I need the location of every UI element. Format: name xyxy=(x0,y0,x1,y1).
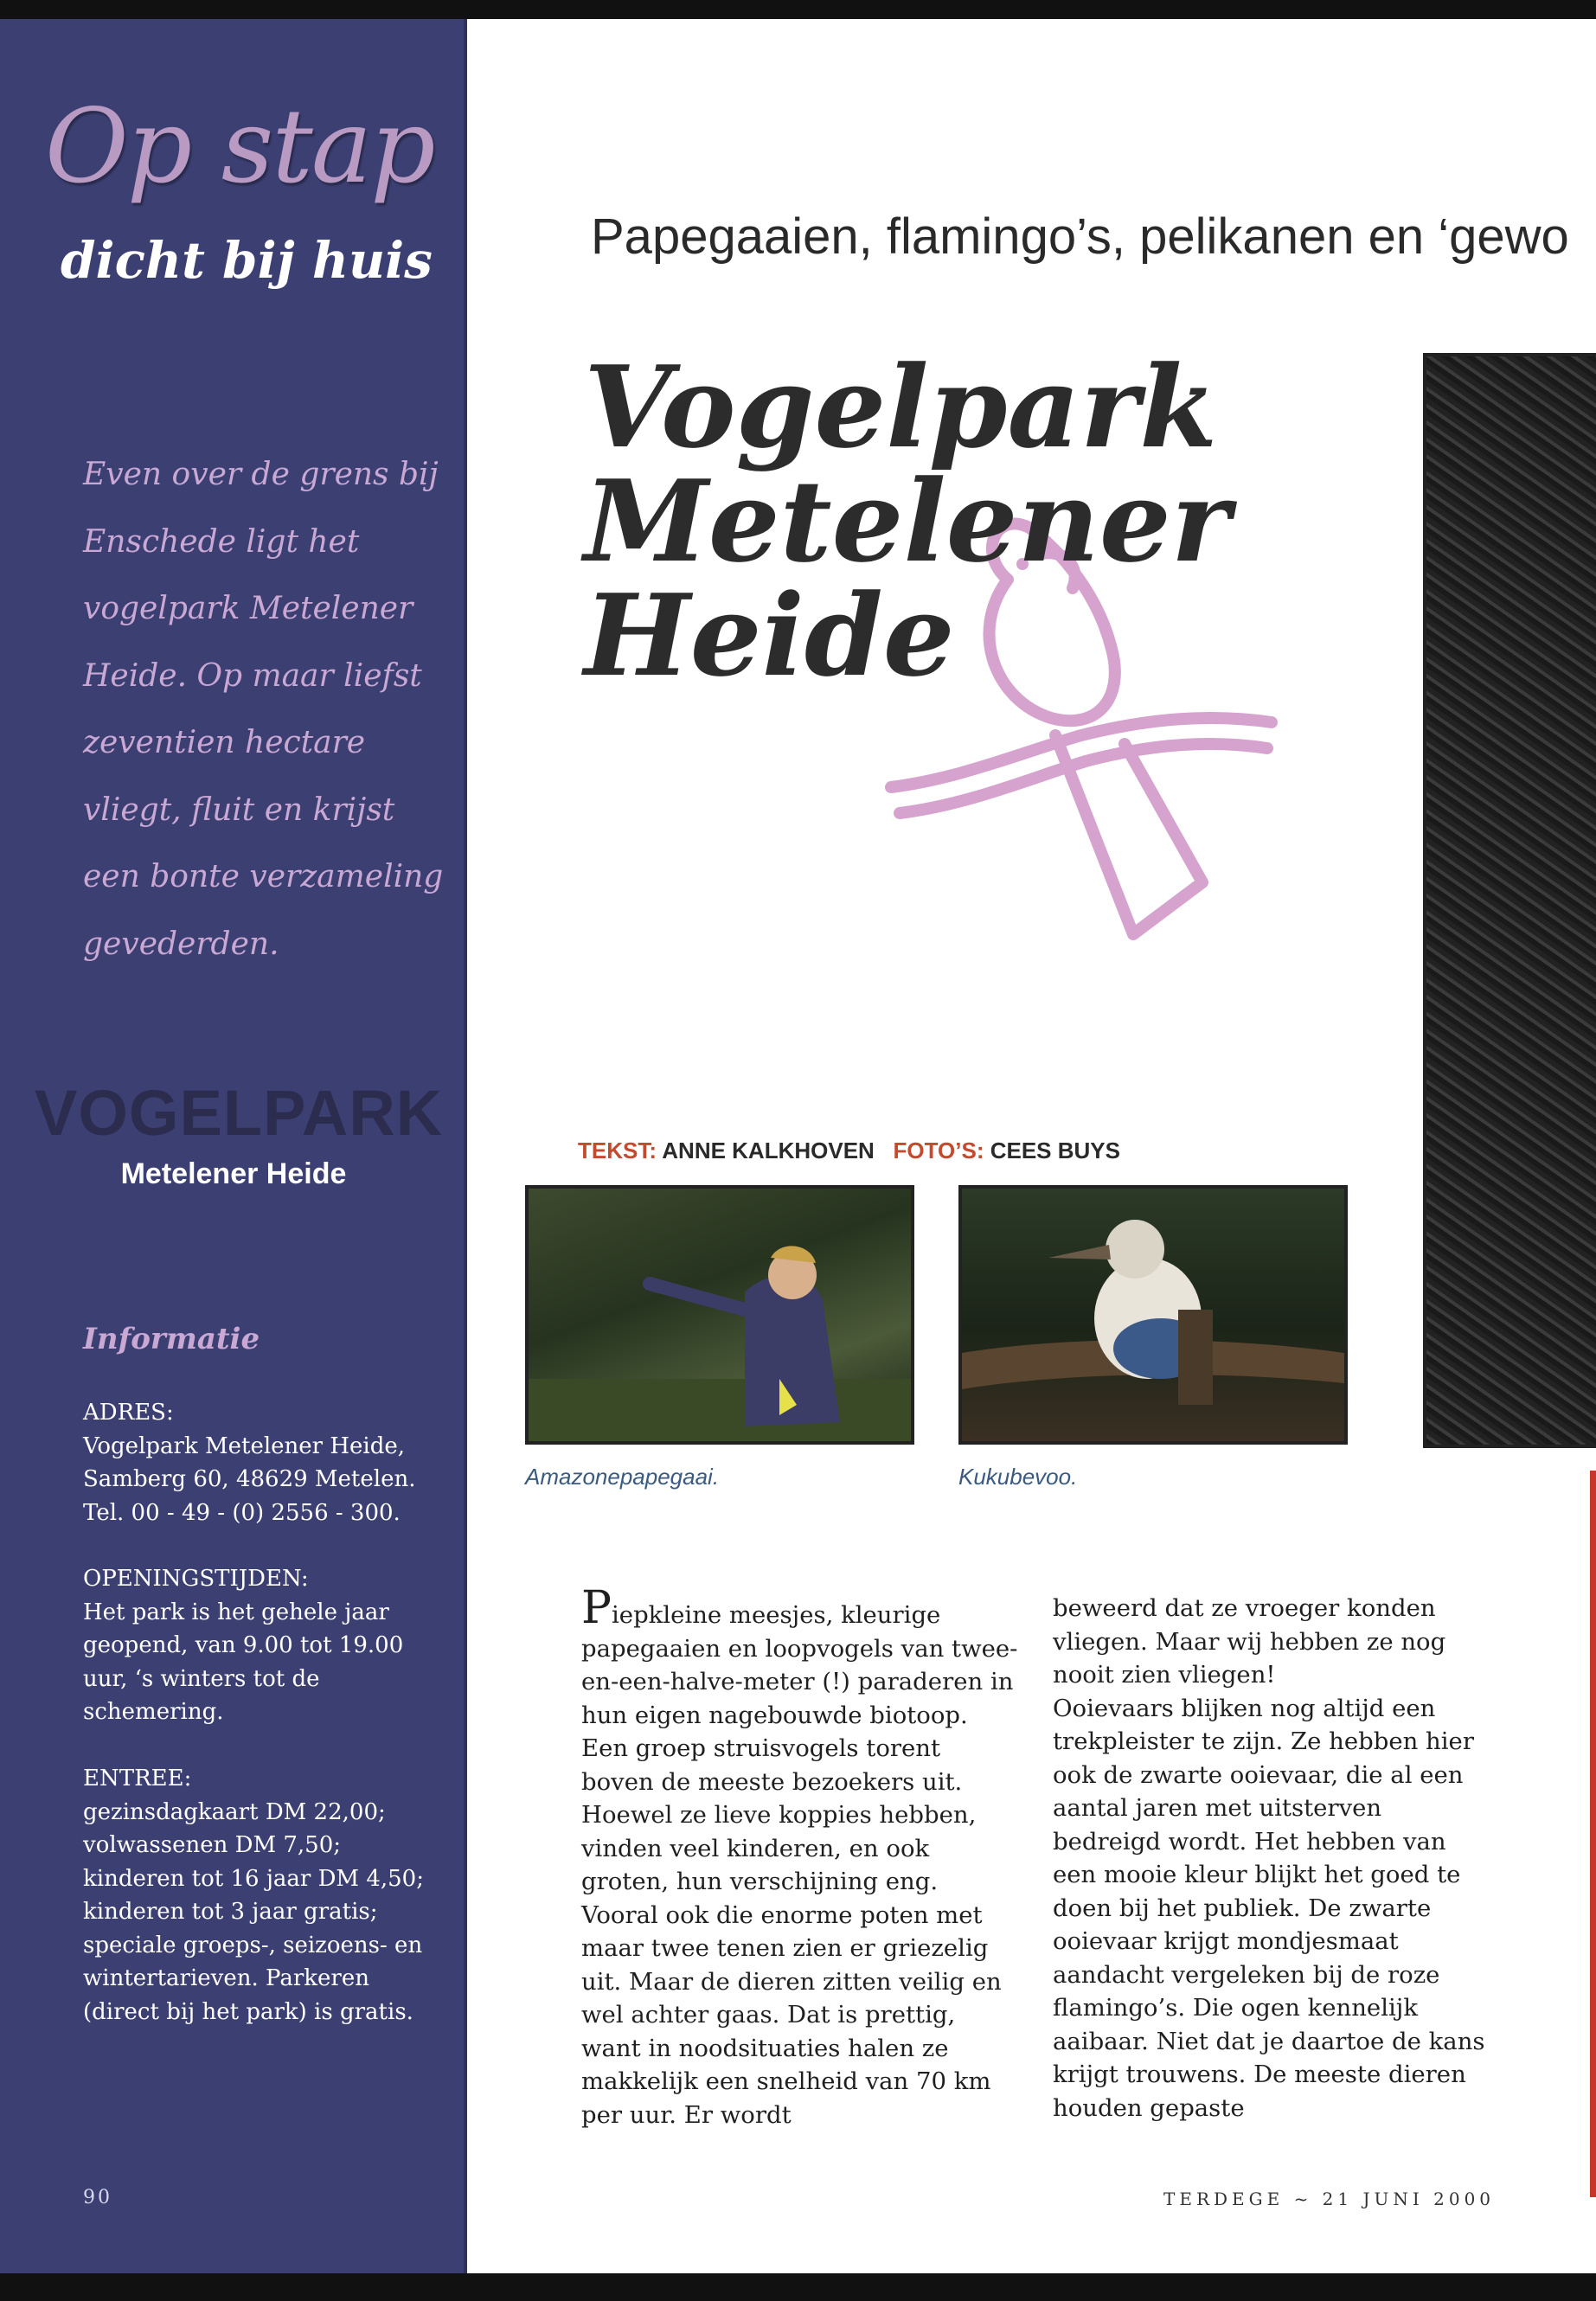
info-hours xyxy=(83,1562,446,1729)
column-2-paragraph-2: Ooievaars blijken nog altijd een trekpleister te zijn. Ze hebben hier ook de zwarte ooievaar, die al een aantal jaren met uitsterven bedreigd wordt. Het hebben van een mooie kleur blijkt het goed te doen bij het publiek. De zwarte ooievaar krijgt mondjesmaat aandacht vergeleken bij de roze flamingo’s. Die ogen kennelijk aaibaar. Niet dat je daartoe de kans krijgt trouwens. De meeste dieren houden gepaste xyxy=(1053,1694,1485,2122)
park-name: VOGELPARK xyxy=(35,1077,444,1149)
photo-boy-feeding-parrot xyxy=(525,1185,914,1445)
entry-label: ENTREE: xyxy=(83,1766,192,1791)
sidebar-edge xyxy=(464,19,467,2273)
address-label: ADRES: xyxy=(83,1400,174,1426)
top-border xyxy=(0,0,1596,19)
info-title: Informatie xyxy=(83,1322,260,1356)
page-number: 90 xyxy=(83,2187,112,2208)
page-edge-accent xyxy=(1590,1471,1596,2197)
caption-photo-1: Amazonepapegaai. xyxy=(525,1464,720,1490)
credit-photo-name: CEES BUYS xyxy=(990,1138,1120,1163)
article-column-1 xyxy=(581,1582,1018,2131)
article-credits xyxy=(578,1138,1120,1164)
entry-text: gezinsdagkaart DM 22,00; volwassenen DM 7,50; kinderen tot 16 jaar DM 4,50; kinderen tot 3 jaar gratis; speciale groeps-, seizoens- en wintertarieven. Parkeren (direct bij het park) is gratis. xyxy=(83,1798,424,2025)
headline-line-3: Heide xyxy=(584,569,955,702)
headline-line-2: Metelener xyxy=(584,455,1231,587)
hours-label: OPENINGSTIJDEN: xyxy=(83,1566,309,1592)
credit-photo-label: FOTO’S: xyxy=(893,1138,984,1163)
photo-kookaburra xyxy=(958,1185,1348,1445)
info-address xyxy=(83,1396,446,1529)
article-headline xyxy=(584,341,1231,702)
photo-peacock-feathers xyxy=(1423,353,1596,1448)
article-kicker: Papegaaien, flamingo’s, pelikanen en ‘gewo xyxy=(591,208,1569,265)
bottom-border xyxy=(0,2273,1596,2301)
headline-line-1: Vogelpark xyxy=(584,341,1218,473)
caption-photo-2: Kukubevoo. xyxy=(958,1464,1078,1490)
dropcap: P xyxy=(581,1582,612,1634)
column-2-paragraph-1: beweerd dat ze vroeger konden vliegen. Maar wij hebben ze nog nooit zien vliegen! xyxy=(1053,1594,1446,1689)
park-subname: Metelener Heide xyxy=(120,1157,347,1190)
column-1-text: iepkleine meesjes, kleurige papegaaien en loopvogels van twee-en-een-halve-meter (!) paraderen in hun eigen nagebouwde biotoop. Een groep struisvogels torent boven de meeste bezoekers uit. Hoewel ze lieve koppies hebben, vinden veel kinderen, en ook groten, hun verschijning eng. Vooral ook die enorme poten met maar twee tenen zien er griezelig uit. Maar de dieren zitten veilig en wel achter gaas. Dat is prettig, want in noodsituaties halen ze makkelijk een snelheid van 70 km per uur. Er wordt xyxy=(581,1601,1018,2129)
credit-text-label: TEKST: xyxy=(578,1138,657,1163)
sidebar-script-title: Op stap xyxy=(45,87,434,206)
address-text: Vogelpark Metelener Heide, Samberg 60, 48629 Metelen. Tel. 00 - 49 - (0) 2556 - 300. xyxy=(83,1433,416,1526)
info-entry xyxy=(83,1762,446,2029)
credit-text-name: ANNE KALKHOVEN xyxy=(662,1138,875,1163)
hours-text: Het park is het gehele jaar geopend, van 9.00 tot 19.00 uur, ‘s winters tot de schemering. xyxy=(83,1599,404,1725)
article-column-2 xyxy=(1053,1592,1490,2125)
footer-publication: TERDEGE ~ 21 JUNI 2000 xyxy=(1163,2189,1496,2209)
sidebar-script-subtitle: dicht bij huis xyxy=(61,231,433,290)
sidebar-intro: Even over de grens bij Enschede ligt het vogelpark Metelener Heide. Op maar liefst zeventien hectare vliegt, fluit en krijst een bonte verzameling gevederden. xyxy=(83,457,444,962)
